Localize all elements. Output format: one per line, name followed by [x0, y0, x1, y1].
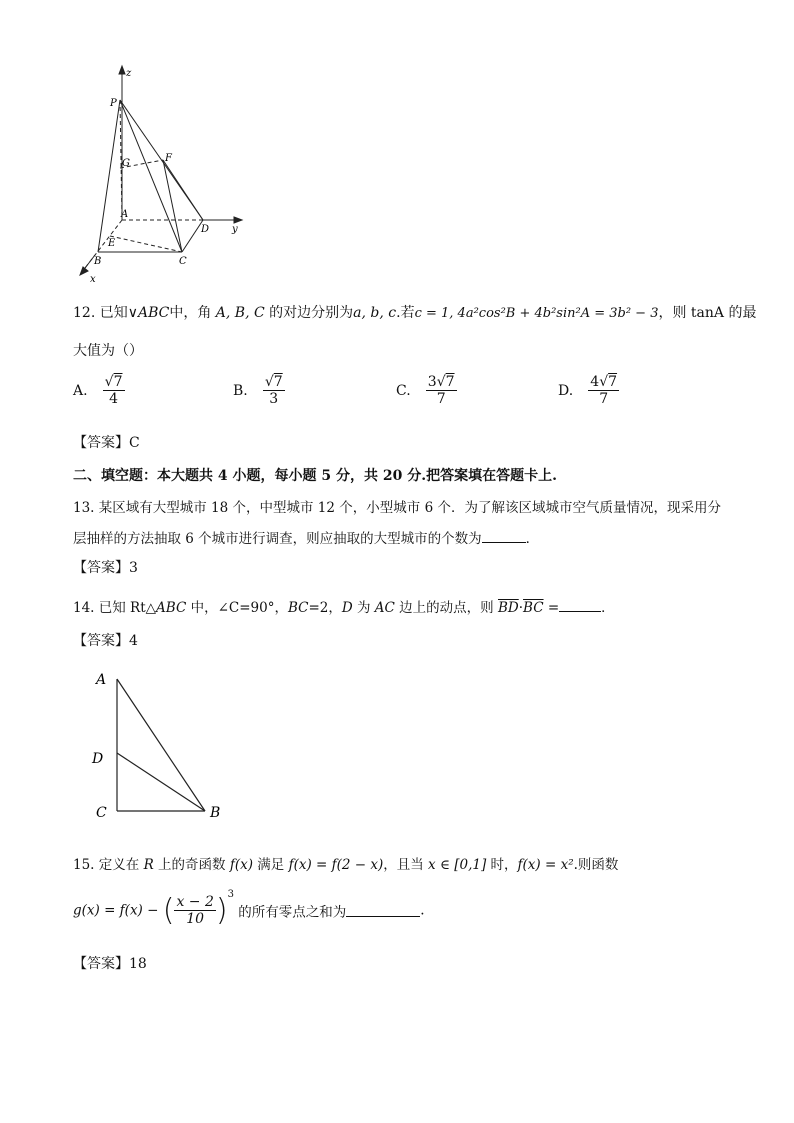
q12-option-a: A. $\frac{√7}{4}$: [73, 374, 123, 407]
q14-mid2: =2，: [308, 600, 342, 616]
tri-point-b: B: [210, 805, 221, 821]
q15-mid: 上的奇函数: [153, 857, 230, 873]
q14-ac: AC: [374, 600, 395, 616]
option-d-den: 7: [599, 391, 609, 407]
point-a-label: A: [121, 209, 129, 220]
q14-mid3: 为: [352, 600, 375, 616]
q12-option-b: B. $\frac{√7}{3}$: [233, 374, 283, 407]
q12-sides: a, b, c: [353, 305, 397, 321]
q15-mid4: 时，: [486, 857, 518, 873]
q15-line2-dot: .: [420, 902, 425, 919]
q14-blank[interactable]: [559, 599, 601, 612]
q14-pre: 14. 已知 Rt△: [73, 600, 157, 616]
q15-blank[interactable]: [346, 904, 420, 917]
q14-bc: BC: [287, 600, 309, 616]
tri-point-d: D: [92, 751, 104, 767]
q12-triangle: ABC: [137, 305, 170, 321]
q15-mid3: ，且当: [383, 857, 429, 873]
point-g-label: G: [122, 158, 130, 169]
q13-line1: 13. 某区域有大型城市 18 个，中型城市 12 个，小型城市 6 个．为了解该区域城市空气质量情况，现采用分: [73, 500, 721, 516]
q14-answer: [73, 630, 138, 650]
q14-triangle: ABC: [156, 600, 187, 616]
q12-line2: 大值为（）: [73, 343, 143, 359]
q14-d: D: [341, 600, 353, 616]
point-f-label: F: [165, 153, 172, 164]
tri-point-a: A: [96, 672, 107, 688]
q15-condition: x ∈ [0,1]: [428, 857, 487, 873]
option-d-label: D.: [558, 383, 574, 399]
q14-vector-bc: $\overline{BC}$: [523, 600, 544, 616]
q13-line2-text: 层抽样的方法抽取 6 个城市进行调查，则应抽取的大型城市的个数为: [73, 531, 482, 547]
q12-option-d: D. $\frac{4√7}{7}$: [558, 374, 618, 407]
point-c-label: C: [179, 256, 187, 267]
tri-point-c: C: [96, 805, 107, 821]
option-c-label: C.: [396, 383, 411, 399]
axis-x-label: x: [90, 274, 96, 285]
point-b-label: B: [94, 256, 102, 267]
axis-z-label: z: [126, 68, 132, 79]
pyramid-figure: [70, 60, 260, 285]
q15-g-num: x − 2: [176, 894, 214, 910]
q14-mid1: 中，∠C=90°，: [186, 600, 288, 616]
q14-end: ．: [601, 600, 615, 616]
q15-f1: f(x): [229, 857, 253, 873]
q15-g-exp: 3: [227, 888, 234, 900]
q12-angles: A, B, C: [215, 305, 265, 321]
q14-answer-value: 4: [129, 633, 138, 649]
answer-tag: 【答案】: [73, 956, 129, 972]
q13-answer: [73, 557, 138, 577]
q14-dot: ·: [518, 600, 524, 616]
q15-answer-value: 18: [129, 956, 147, 972]
q14-vector-bd: $\overline{BD}$: [497, 600, 519, 616]
q13-blank[interactable]: [482, 530, 526, 543]
q15-line1: [73, 853, 618, 873]
option-d-radicand: 7: [608, 374, 618, 390]
q12-text-a: 已知∨: [99, 305, 138, 321]
q12-text-e: ，则 tanA 的最: [658, 305, 757, 321]
q15-end: .则函数: [573, 857, 619, 873]
q12-line1: [73, 302, 756, 322]
option-b-label: B.: [233, 383, 248, 399]
q12-answer-value: C: [129, 435, 140, 451]
section-2-header: 二、填空题：本大题共 4 小题，每小题 5 分，共 20 分.把答案填在答题卡上.: [73, 468, 557, 484]
point-e-label: E: [108, 238, 116, 249]
option-a-label: A.: [73, 383, 88, 399]
q15-g-func: g(x) = f(x) −: [73, 902, 159, 919]
q15-mid2: 满足: [252, 857, 289, 873]
q12-number: 12.: [73, 305, 96, 321]
q13-line2: [73, 527, 539, 547]
q13-line2-end: ．: [525, 531, 540, 547]
point-d-label: D: [201, 224, 210, 235]
answer-tag: 【答案】: [73, 633, 129, 649]
q15-r: R: [143, 857, 154, 873]
option-d-coef: 4: [590, 374, 600, 390]
answer-tag: 【答案】: [73, 560, 129, 576]
option-c-den: 7: [436, 391, 446, 407]
q14-line: [73, 596, 615, 616]
q15-g-den: 10: [186, 911, 205, 927]
q12-text-b: 中，角: [169, 305, 212, 321]
option-c-coef: 3: [427, 374, 437, 390]
option-a-den: 4: [109, 391, 119, 407]
q13-answer-value: 3: [129, 560, 138, 576]
option-b-den: 3: [269, 391, 279, 407]
q12-text-d: .若: [396, 305, 415, 321]
q12-condition: c = 1, 4a²cos²B + 4b²sin²A = 3b² − 3: [414, 306, 659, 321]
q15-line2: g(x) = f(x) − ( $\frac{x - 2}{10}$ )$^3$ 的所有零点之和为 .: [73, 888, 425, 928]
q15-equation: f(x) = f(2 − x): [288, 857, 384, 873]
q15-answer: [73, 953, 147, 973]
point-p-label: P: [110, 98, 117, 109]
q14-eq: =: [543, 600, 560, 616]
option-a-radicand: 7: [113, 374, 123, 390]
answer-tag: 【答案】: [73, 435, 129, 451]
q15-line2-text: 的所有零点之和为: [238, 904, 347, 921]
q12-option-c: C. $\frac{3√7}{7}$: [396, 374, 455, 407]
q15-f2: f(x) = x²: [517, 857, 574, 873]
triangle-figure: [88, 665, 238, 825]
q14-mid4: 边上的动点，则: [394, 600, 498, 616]
option-b-radicand: 7: [273, 374, 283, 390]
q12-answer: [73, 432, 140, 452]
q12-text-c: 的对边分别为: [269, 305, 354, 321]
q15-pre: 15. 定义在: [73, 857, 144, 873]
axis-y-label: y: [232, 224, 238, 235]
option-c-radicand: 7: [445, 374, 455, 390]
